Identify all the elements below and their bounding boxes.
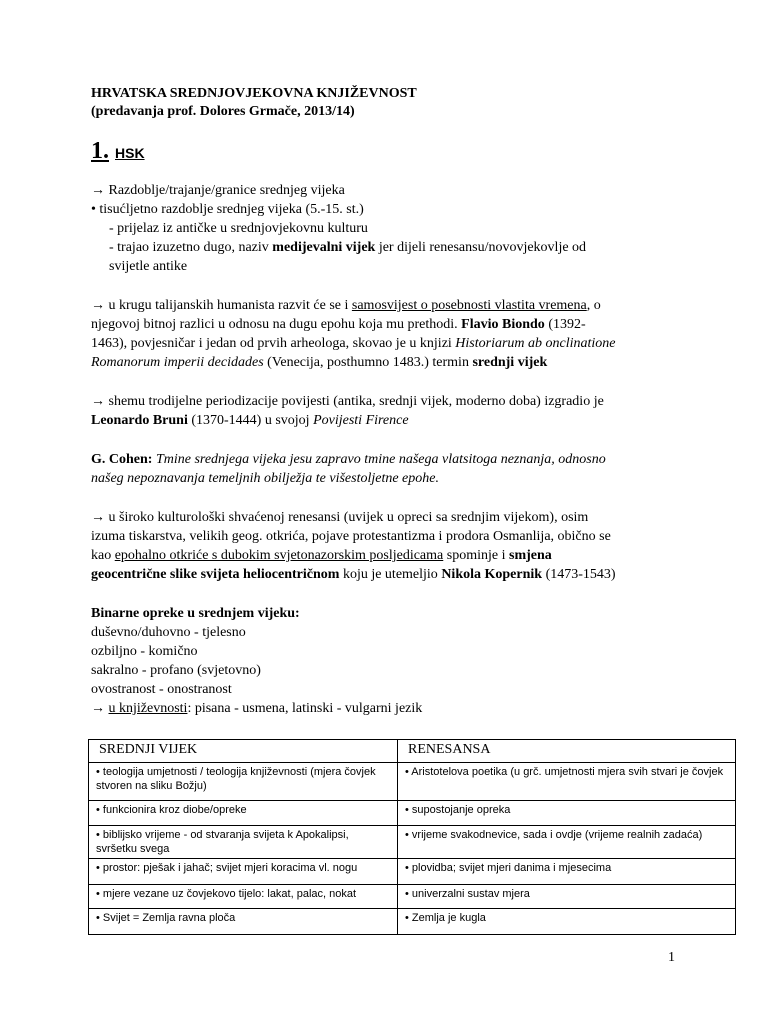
text-run: (1392-	[544, 317, 586, 332]
p2-line-2	[91, 315, 586, 334]
italic-quote: našeg nepoznavanja temeljnih obilježja te višestoljetne epohe.	[91, 471, 439, 486]
table-row	[89, 885, 736, 909]
bold-term: geocentrične slike svijeta heliocentričnom	[91, 567, 340, 582]
p2-line-3	[91, 334, 616, 353]
bold-name: Nikola Kopernik	[441, 567, 543, 582]
p5-line-3	[91, 546, 552, 565]
binary-item: ozbiljno - komično	[91, 644, 198, 659]
p2-line-1	[91, 296, 601, 315]
italic-title: Romanorum imperii decidades	[91, 355, 264, 370]
section-heading	[91, 138, 145, 165]
column-header-srednji-vijek: SREDNJI VIJEK	[89, 740, 398, 763]
table-cell: • vrijeme svakodnevice, sada i ovdje (vrijeme realnih zadaća)	[398, 826, 736, 859]
p4-line-1	[91, 450, 606, 469]
text-run: : pisana - usmena, latinski - vulgarni jezik	[187, 701, 423, 716]
bold-name: Leonardo Bruni	[91, 413, 188, 428]
bold-name: G. Cohen:	[91, 452, 153, 467]
p3-line-1: → shemu trodijelne periodizacije povijesti (antika, srednji vijek, moderno doba) izgradio je	[91, 394, 604, 409]
table-row	[89, 763, 736, 801]
table-row	[89, 909, 736, 935]
table-header-row	[89, 740, 736, 763]
table-cell: • univerzalni sustav mjera	[398, 885, 736, 909]
italic-quote: Tmine srednjega vijeka jesu zapravo tmine našega vlatsitoga neznanja, odnosno	[152, 452, 606, 467]
page-number: 1	[668, 950, 675, 965]
bold-term: srednji vijek	[472, 355, 548, 370]
text-run: (1473-1543)	[542, 567, 616, 582]
text-run: spominje i	[443, 548, 509, 563]
table-cell: • biblijsko vrijeme - od stvaranja svijeta k Apokalipsi, svršetku svega	[89, 826, 398, 859]
bold-term: medijevalni vijek	[272, 240, 376, 255]
binary-heading	[91, 604, 300, 623]
section-number: 1.	[91, 138, 109, 164]
underlined-term: samosvijest o posebnosti vlastita vremena	[351, 298, 587, 313]
p5-line-1: → u široko kulturološki shvaćenoj renesansi (uvijek u opreci sa srednjim vijekom), osim	[91, 510, 589, 525]
p5-line-4	[91, 565, 616, 584]
table-row	[89, 801, 736, 826]
p1-line-4	[109, 238, 586, 257]
bold-name: Flavio Biondo	[461, 317, 545, 332]
table-cell: • Svijet = Zemlja ravna ploča	[89, 909, 398, 935]
text-run: kao	[91, 548, 115, 563]
p1-line-2: • tisućljetno razdoblje srednjeg vijeka (5.-15. st.)	[91, 202, 364, 217]
text-run: →	[91, 701, 109, 716]
binary-item: duševno/duhovno - tjelesno	[91, 625, 246, 640]
table-cell: • Aristotelova poetika (u grč. umjetnosti mjera svih stvari je čovjek	[398, 763, 736, 801]
binary-item: sakralno - profano (svjetovno)	[91, 663, 261, 678]
underlined-term: u književnosti	[108, 701, 188, 716]
section-label: HSK	[115, 145, 145, 161]
text-run: , o	[586, 298, 601, 313]
text-run: koju je utemeljio	[339, 567, 442, 582]
p5-line-2: izuma tiskarstva, velikih geog. otkrića, pojave protestantizma i prodora Osmanlija, obično se	[91, 529, 611, 544]
text-run: (Venecija, posthumno 1483.) termin	[263, 355, 473, 370]
p1-line-5: svijetle antike	[109, 259, 188, 274]
table-cell: • plovidba; svijet mjeri danima i mjesecima	[398, 859, 736, 885]
table-cell: • prostor: pješak i jahač; svijet mjeri koracima vl. nogu	[89, 859, 398, 885]
binary-item: ovostranost - onostranost	[91, 682, 232, 697]
column-header-renesansa: RENESANSA	[398, 740, 736, 763]
p2-line-4	[91, 353, 547, 372]
text-run: jer dijeli renesansu/novovjekovlje od	[375, 240, 587, 255]
table-cell: • mjere vezane uz čovjekovo tijelo: lakat, palac, nokat	[89, 885, 398, 909]
document-title: HRVATSKA SREDNJOVJEKOVNA KNJIŽEVNOST	[91, 86, 417, 101]
text-run: njegovoj bitnoj razlici u odnosu na dugu epohu koja mu prethodi.	[91, 317, 462, 332]
p4-line-2	[91, 469, 439, 488]
table-row	[89, 859, 736, 885]
italic-title: Povijesti Firence	[313, 413, 409, 428]
table-cell: • funkcionira kroz diobe/opreke	[89, 801, 398, 826]
table-cell: • teologija umjetnosti / teologija književnosti (mjera čovjek stvoren na sliku Božju)	[89, 763, 398, 801]
text-run: → u krugu talijanskih humanista razvit će se i	[91, 298, 352, 313]
p1-line-3: - prijelaz iz antičke u srednjovjekovnu kulturu	[109, 221, 368, 236]
binary-literature-line	[91, 699, 422, 718]
table-row	[89, 826, 736, 859]
bold-term: smjena	[509, 548, 552, 563]
table-cell: • Zemlja je kugla	[398, 909, 736, 935]
underlined-term: epohalno otkriće s dubokim svjetonazorskim posljedicama	[114, 548, 444, 563]
document-subtitle: (predavanja prof. Dolores Grmače, 2013/14)	[91, 104, 355, 119]
table-cell: • supostojanje opreka	[398, 801, 736, 826]
text-run: 1463), povjesničar i jedan od prvih arheologa, skovao je u knjizi	[91, 336, 456, 351]
p3-line-2	[91, 411, 409, 430]
p1-line-1: → Razdoblje/trajanje/granice srednjeg vijeka	[91, 183, 345, 198]
text-run: (1370-1444) u svojoj	[187, 413, 314, 428]
comparison-table	[88, 739, 736, 935]
text-run: - trajao izuzetno dugo, naziv	[109, 240, 273, 255]
italic-title: Historiarum ab onclinatione	[455, 336, 616, 351]
bold-heading: Binarne opreke u srednjem vijeku:	[91, 606, 300, 621]
